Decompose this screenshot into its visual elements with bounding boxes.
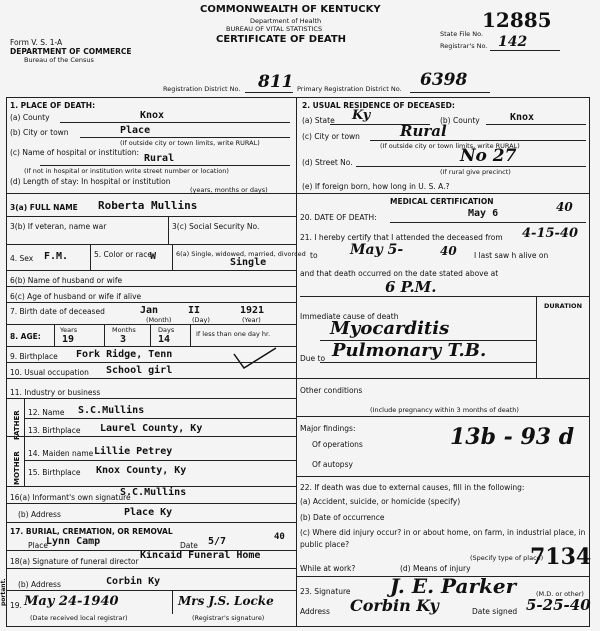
page-title: CERTIFICATE OF DEATH (216, 34, 347, 45)
full-name-label: 3(a) FULL NAME (10, 203, 78, 212)
filed-note: (Date received local registrar) (30, 614, 128, 622)
due-to: Pulmonary T.B. (332, 340, 487, 361)
accident-label: (a) Accident, suicide, or homicide (specify) (300, 497, 461, 506)
death-occurred-label: and that death occurred on the date stated above at (300, 269, 499, 278)
stay-note: (years, months or days) (190, 186, 268, 194)
mother-birthplace-label: 15. Birthplace (28, 468, 81, 477)
occupation: School girl (106, 365, 173, 376)
immediate-cause-label: Immediate cause of death (300, 312, 399, 321)
hospital-note: (If not in hospital or institution write street number or location) (24, 167, 229, 175)
date-signed-label: Date signed (472, 607, 518, 616)
death-date: May 6 (468, 208, 499, 219)
death-year: 40 (556, 200, 573, 214)
birth-month: Jan (140, 305, 159, 316)
res-city-label: (c) City or town (302, 132, 360, 141)
birth-day: II (188, 305, 201, 316)
death-county: Knox (140, 110, 165, 121)
mother-side-label: MOTHER (13, 451, 21, 485)
res-state: Ky (352, 108, 371, 123)
primary-district-number: 6398 (420, 70, 468, 90)
registrar-note: (Registrar's signature) (192, 614, 265, 622)
other-note: (Include pregnancy within 3 months of death) (370, 406, 519, 414)
immediate-cause: Myocarditis (330, 318, 450, 339)
full-name: Roberta Mullins (98, 199, 198, 212)
city-label: (b) City or town (10, 128, 69, 137)
department: DEPARTMENT OF COMMERCE (10, 47, 132, 56)
while-at-work-label: While at work? (300, 564, 356, 573)
state-file-number: 12885 (482, 8, 552, 32)
health-department: Department of Health (250, 17, 322, 25)
age-years: 19 (62, 334, 75, 345)
years-label: Years (60, 326, 78, 334)
operations: 13b - 93 d (450, 424, 575, 450)
burial-place-label: Place (28, 541, 48, 550)
marital-label: 6(a) Single, widowed, married, divorced (176, 250, 306, 258)
due-to-label: Due to (300, 354, 326, 363)
hospital-label: (c) Name of hospital or institution: (10, 148, 139, 157)
primary-district-label: Primary Registration District No. (297, 85, 402, 93)
director-address: Corbin Ky (106, 576, 161, 587)
age-days: 14 (158, 334, 171, 345)
res-county: Knox (510, 112, 535, 123)
informant: S.C.Mullins (120, 487, 187, 498)
certify-label: 21. I hereby certify that I attended the deceased from (300, 233, 503, 242)
place-of-death-heading: 1. PLACE OF DEATH: (10, 101, 96, 110)
attended-to: May 5- (350, 242, 404, 258)
birth-label: 7. Birth date of deceased (10, 307, 105, 316)
months-label: Months (112, 326, 136, 334)
res-county-label: (b) County (440, 116, 480, 125)
duration-label: DURATION (544, 302, 583, 310)
commonwealth: COMMONWEALTH OF KENTUCKY (200, 4, 381, 15)
director-label: 18(a) Signature of funeral director (10, 557, 139, 566)
birth-month-note: (Month) (146, 316, 172, 324)
burial-heading: 17. BURIAL, CREMATION, OR REMOVAL (10, 527, 173, 536)
birthplace: Fork Ridge, Tenn (76, 349, 173, 360)
sex: F.M. (44, 251, 69, 262)
reg-district-label: Registration District No. (163, 85, 241, 93)
informant-address: Place Ky (124, 507, 173, 518)
veteran-label: 3(b) If veteran, name war (10, 222, 107, 231)
sex-label: 4. Sex (10, 254, 34, 263)
city-note: (If outside city or town limits, write RURAL) (120, 139, 260, 147)
medical-heading: MEDICAL CERTIFICATION (390, 197, 494, 206)
industry-label: 11. Industry or business (10, 388, 101, 397)
signature-label: 23. Signature (300, 587, 351, 596)
spouse-label: 6(b) Name of husband or wife (10, 276, 123, 285)
informant-label: 16(a) Informant's own signature (10, 493, 131, 502)
occupation-label: 10. Usual occupation (10, 368, 89, 377)
attended-from: 4-15-40 (522, 226, 579, 241)
age-months: 3 (120, 334, 127, 345)
death-hospital: Rural (144, 153, 175, 164)
mother-name: Lillie Petrey (94, 446, 173, 457)
date-signed: 5-25-40 (526, 596, 591, 614)
operations-label: Of operations (312, 440, 363, 449)
mother-birthplace: Knox County, Ky (96, 465, 187, 476)
burial-date-label: Date (180, 541, 198, 550)
father-birthplace-label: 13. Birthplace (28, 426, 81, 435)
bureau-census: Bureau of the Census (24, 56, 94, 64)
funeral-director: Kincaid Funeral Home (140, 550, 261, 561)
registrar-signature: Mrs J.S. Locke (178, 594, 274, 608)
ssn-label: 3(c) Social Security No. (172, 222, 260, 231)
specify-place-note: (Specify type of place) (470, 554, 544, 562)
county-label: (a) County (10, 113, 50, 122)
res-state-label: (a) State (302, 116, 335, 125)
mother-name-label: 14. Maiden name (28, 449, 94, 458)
res-city: Rural (400, 122, 447, 140)
major-findings-label: Major findings: (300, 424, 356, 433)
time-of-death: 6 P.M. (385, 278, 437, 296)
res-street: No 27 (460, 146, 517, 166)
birthplace-label: 9. Birthplace (10, 352, 58, 361)
physician-signature: J. E. Parker (390, 574, 517, 598)
means-of-injury-label: (d) Means of injury (400, 564, 471, 573)
residence-heading: 2. USUAL RESIDENCE OF DECEASED: (302, 101, 455, 110)
burial-date: 5/7 (208, 536, 227, 547)
stay-label: (d) Length of stay: In hospital or institution (10, 177, 171, 186)
vital-bureau: BUREAU OF VITAL STATISTICS (226, 25, 323, 33)
injury-where-label: (c) Where did injury occur? in or about home, on farm, in industrial place, in public place? (300, 528, 586, 549)
days-label: Days (158, 326, 175, 334)
res-street-label: (d) Street No. (302, 158, 353, 167)
checkmark-icon (230, 346, 280, 372)
date-occurrence-label: (b) Date of occurrence (300, 513, 385, 522)
state-file-label: State File No. (440, 30, 484, 38)
filed-label: 19. (10, 601, 22, 610)
father-name-label: 12. Name (28, 408, 65, 417)
spouse-age-label: 6(c) Age of husband or wife if alive (10, 292, 142, 301)
date-filed: May 24-1940 (24, 594, 119, 609)
sig-address: Corbin Ky (350, 596, 439, 615)
year-to: 40 (440, 244, 457, 258)
res-city-note: (If outside city or town limits, write RURAL) (380, 142, 520, 150)
death-city: Place (120, 125, 151, 136)
informant-address-label: (b) Address (18, 510, 61, 519)
age-label: 8. AGE: (10, 332, 41, 341)
last-saw-label: I last saw h alive on (474, 251, 549, 260)
autopsy-label: Of autopsy (312, 460, 353, 469)
color-label: 5. Color or race (94, 250, 152, 259)
birth-year-note: (Year) (242, 316, 261, 324)
sig-address-label: Address (300, 607, 330, 616)
other-conditions-label: Other conditions (300, 386, 363, 395)
father-side-label: FATHER (13, 410, 21, 440)
birth-year: 1921 (240, 305, 265, 316)
md-note: (M.D. or other) (536, 590, 584, 598)
external-causes-label: 22. If death was due to external causes, fill in the following: (300, 483, 525, 492)
registrar-no-label: Registrar's No. (440, 42, 488, 50)
father-birthplace: Laurel County, Ky (100, 423, 203, 434)
cert-number: 7134 (530, 544, 592, 570)
color: W (150, 251, 157, 262)
burial-place: Lynn Camp (46, 536, 101, 547)
father-name: S.C.Mullins (78, 405, 145, 416)
form-number: Form V. S. 1-A (10, 38, 63, 47)
res-foreign-label: (e) If foreign born, how long in U. S. A.? (302, 182, 450, 191)
to-label: to (310, 251, 318, 260)
death-date-label: 20. DATE OF DEATH: (300, 213, 377, 222)
birth-day-note: (Day) (192, 316, 210, 324)
reg-district-number: 811 (258, 72, 294, 92)
burial-year: 40 (274, 532, 285, 542)
less-than-day-label: If less than one day hr. (196, 330, 271, 338)
side-label: portant. (0, 578, 7, 606)
res-street-note: (If rural give precinct) (440, 168, 511, 176)
marital: Single (230, 257, 267, 268)
registrar-number: 142 (498, 34, 528, 50)
director-address-label: (b) Address (18, 580, 61, 589)
